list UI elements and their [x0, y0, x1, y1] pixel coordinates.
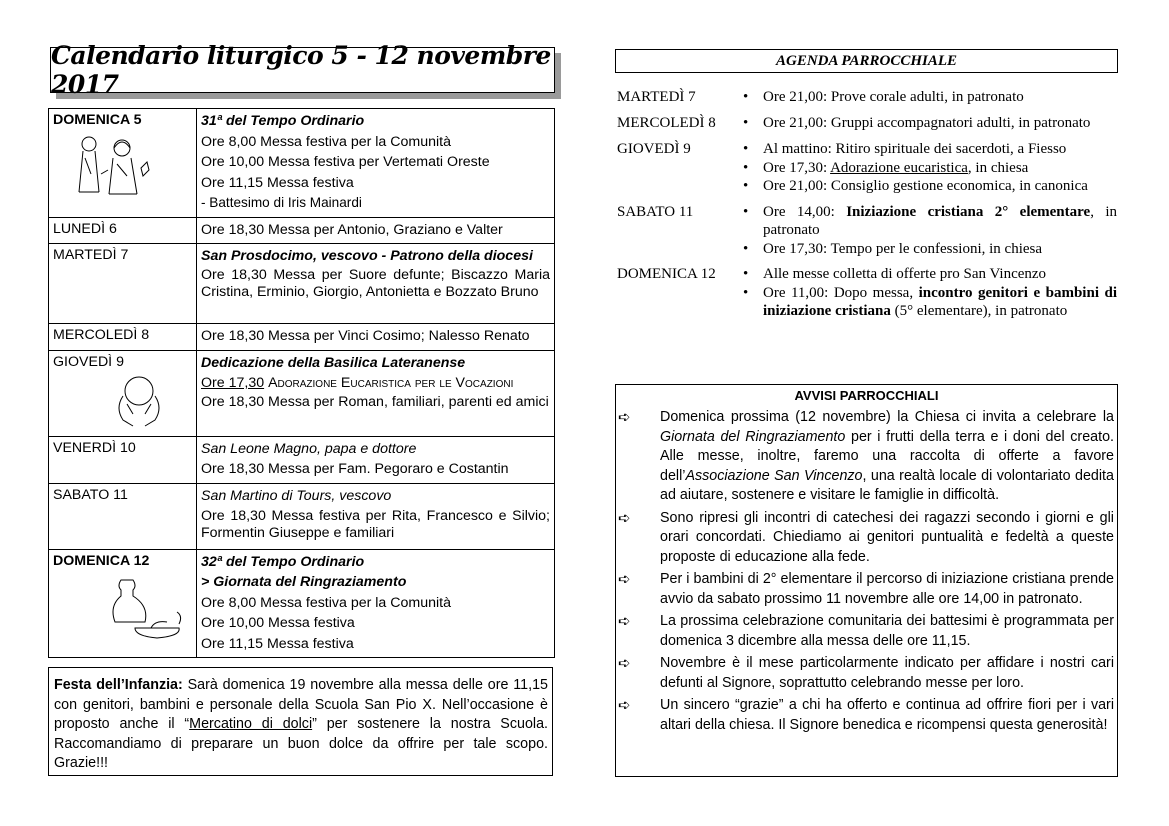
avviso-text: Per i bambini di 2° elementare il percorso di iniziazione cristiana prende avvio da sabato prossimo 11 novembre alle ore 14,00 in patronato.	[660, 571, 1114, 607]
agenda-item-time: Ore 17,30:	[763, 159, 831, 176]
adoration-time: Ore 17,30	[201, 375, 265, 391]
arrow-icon: ➪	[618, 509, 631, 527]
table-row	[49, 549, 555, 658]
table-row	[49, 324, 555, 351]
agenda-item-highlight: incontro genitori e bambini di iniziazione cristiana	[763, 284, 1117, 319]
association-name: Associazione San Vincenzo	[685, 467, 863, 484]
agenda-day: MARTEDÌ 7	[617, 89, 696, 105]
agenda-item: • Al mattino: Ritiro spirituale dei sacerdoti, a Fiesso	[735, 140, 1117, 159]
avviso-item	[616, 509, 1117, 568]
events-cell	[197, 217, 555, 244]
avviso-item	[616, 408, 1117, 506]
mass-line: Ore 8,00 Messa festiva per la Comunità	[201, 594, 451, 611]
host-adoration-illustration	[113, 374, 163, 432]
arrow-icon: ➪	[618, 697, 631, 714]
agenda-item	[735, 159, 1117, 178]
day-cell	[49, 217, 197, 244]
celebration-title: 32ª del Tempo Ordinario	[201, 553, 365, 570]
avviso-text: Novembre è il mese particolarmente indicato per affidare i nostri cari defunti al Signore, soprattutto celebrando messe per loro.	[660, 655, 1114, 691]
avviso-item	[616, 696, 1117, 735]
avviso-text: La prossima celebrazione comunitaria dei battesimi è programmata per domenica 3 dicembre alla messa delle ore 11,15.	[660, 613, 1114, 649]
avviso-item	[616, 570, 1117, 609]
events-cell	[197, 324, 555, 351]
liturgical-calendar-table	[48, 108, 555, 658]
festa-text: Sarà domenica 19 novembre alla messa delle ore 11,15 con genitori, bambini e personale della Scuola San Pio X. Nell’occasione è proposto anche il “	[54, 677, 548, 732]
avvisi-title: AVVISI PARROCCHIALI	[794, 388, 939, 403]
page-title-box	[50, 41, 555, 99]
mass-line: Ore 11,15 Messa festiva	[201, 174, 354, 191]
celebration-title: San Prosdocimo, vescovo - Patrono della diocesi	[201, 248, 533, 264]
festa-infanzia-box	[48, 667, 553, 776]
day-cell	[49, 109, 197, 218]
day-cell	[49, 483, 197, 549]
mass-line: Ore 18,30 Messa per Fam. Pegoraro e Costantin	[201, 461, 509, 477]
mass-line: Ore 10,00 Messa festiva	[201, 615, 355, 631]
day-label: MARTEDÌ 7	[53, 247, 129, 263]
arrow-icon: ➪	[618, 409, 631, 426]
agenda-item-place: , in patronato	[763, 203, 1118, 238]
agenda-item: • Ore 17,30: Tempo per le confessioni, in chiesa	[735, 240, 1117, 259]
agenda-item-place: , in chiesa	[967, 159, 1029, 176]
agenda-day: SABATO 11	[617, 203, 694, 220]
table-row	[49, 244, 555, 324]
agenda-day: GIOVEDÌ 9	[617, 141, 691, 157]
celebration-subtitle: > Giornata del Ringraziamento	[201, 574, 407, 590]
celebration-title: 31ª del Tempo Ordinario	[201, 113, 365, 129]
agenda-item: • Alle messe colletta di offerte pro San Vincenzo	[735, 265, 1117, 284]
mass-line: Ore 18,30 Messa per Roman, familiari, parenti ed amici	[201, 393, 549, 410]
mass-line: Ore 10,00 Messa festiva per Vertemati Oreste	[201, 154, 490, 170]
mass-line: Ore 11,15 Messa festiva	[201, 635, 354, 652]
mass-line: Ore 18,30 Messa festiva per Rita, Francesco e Silvio; Formentin Giuseppe e familiari	[201, 508, 550, 541]
agenda-item-place: (5° elementare), in patronato	[890, 303, 1068, 319]
avviso-item	[616, 612, 1117, 651]
mass-line: Ore 8,00 Messa festiva per la Comunità	[201, 133, 451, 150]
day-cell	[49, 549, 197, 658]
events-cell	[197, 483, 555, 549]
mass-line: Ore 18,30 Messa per Antonio, Graziano e Valter	[201, 221, 503, 238]
day-cell	[49, 244, 197, 324]
agenda-item: • Ore 21,00: Gruppi accompagnatori adulti, in patronato	[735, 114, 1117, 133]
day-label: LUNEDÌ 6	[53, 220, 117, 237]
agenda-item	[735, 203, 1117, 240]
agenda-item: • Ore 21,00: Prove corale adulti, in patronato	[735, 88, 1117, 107]
arrow-icon: ➪	[618, 655, 631, 672]
agenda-row	[617, 88, 1117, 107]
jesus-teaching-illustration	[75, 134, 155, 196]
events-cell	[197, 549, 555, 658]
agenda-day: MERCOLEDÌ 8	[617, 115, 716, 131]
celebration-title: Dedicazione della Basilica Lateranense	[201, 354, 466, 371]
table-row	[49, 436, 555, 483]
table-row	[49, 217, 555, 244]
day-cell	[49, 436, 197, 483]
mass-line: Ore 18,30 Messa per Suore defunte; Biscazzo Maria Cristina, Erminio, Giorgio, Antonietta e Bozzato Bruno	[201, 266, 550, 300]
agenda-item-time: Ore 14,00:	[763, 203, 847, 220]
avviso-text: Sono ripresi gli incontri di catechesi dei ragazzi secondo i giorni e gli orari concordati. Chiediamo ai genitori puntualità e fedeltà a queste proposte di educazione alla fede.	[660, 509, 1114, 565]
agenda-list	[617, 88, 1117, 328]
agenda-title: AGENDA PARROCCHIALE	[775, 52, 958, 69]
page-title: Calendario liturgico 5 - 12 novembre 2017	[51, 41, 551, 99]
baptism-line: - Battesimo di Iris Mainardi	[201, 195, 362, 210]
agenda-day: DOMENICA 12	[617, 266, 716, 282]
day-label: DOMENICA 5	[53, 112, 142, 128]
agenda-item-time: Ore 11,00: Dopo messa,	[763, 284, 919, 301]
table-row	[49, 483, 555, 549]
agenda-title-box	[615, 49, 1118, 73]
festa-text: ” per sostenere la nostra Scuola. Raccomandiamo di preparare un buon dolce da offrire per tale scopo. Grazie!!!	[54, 716, 548, 771]
celebration-title: San Martino di Tours, vescovo	[201, 487, 392, 504]
events-cell	[197, 109, 555, 218]
festa-label: Festa dell’Infanzia:	[54, 677, 183, 693]
events-cell	[197, 436, 555, 483]
events-cell	[197, 350, 555, 436]
avviso-text: Un sincero “grazie” a chi ha offerto e continua ad offrire fiori per i vari altari della chiesa. Il Signore benedica e ricompensi questa generosità!	[660, 697, 1114, 733]
avviso-text: Domenica prossima (12 novembre) la Chiesa ci invita a celebrare la Giornata del Ringraziamento per i frutti della terra e i doni del creato. Alle messe, inoltre, faremo una raccolta di offerte a favore dell’Associazione San Vincenzo, una realtà locale di volontariato dedita ad aiutare, sostenere e visitare le famiglie in difficoltà.	[660, 409, 1114, 503]
adoration-link[interactable]: Adorazione eucaristica	[830, 159, 968, 176]
giornata-name: Giornata del Ringraziamento	[660, 428, 846, 445]
day-cell	[49, 350, 197, 436]
day-label: VENERDÌ 10	[53, 439, 136, 456]
agenda-row	[617, 114, 1117, 133]
day-cell	[49, 324, 197, 351]
agenda-item-highlight: Iniziazione cristiana 2° elementare	[846, 203, 1091, 220]
mass-line: Ore 18,30 Messa per Vinci Cosimo; Nalesso Renato	[201, 328, 530, 344]
table-row	[49, 109, 555, 218]
day-label: SABATO 11	[53, 486, 128, 503]
arrow-icon: ➪	[618, 571, 631, 588]
day-label: DOMENICA 12	[53, 552, 150, 569]
agenda-row	[617, 140, 1117, 196]
oil-lamp-illustration	[105, 576, 185, 642]
adoration-label: Adorazione Eucaristica per le Vocazioni	[268, 375, 514, 391]
agenda-item	[735, 284, 1117, 321]
arrow-icon: ➪	[618, 613, 631, 630]
mercatino-link[interactable]: Mercatino di dolci	[189, 716, 313, 732]
avviso-item	[616, 654, 1117, 693]
table-row	[49, 350, 555, 436]
adoration-line	[201, 373, 550, 394]
agenda-row	[617, 203, 1117, 259]
day-label: GIOVEDÌ 9	[53, 353, 124, 370]
celebration-title: San Leone Magno, papa e dottore	[201, 440, 417, 457]
avvisi-box	[615, 384, 1118, 777]
day-label: MERCOLEDÌ 8	[53, 327, 150, 343]
agenda-row	[617, 265, 1117, 321]
events-cell	[197, 244, 555, 324]
agenda-item: • Ore 21,00: Consiglio gestione economica, in canonica	[735, 177, 1117, 196]
